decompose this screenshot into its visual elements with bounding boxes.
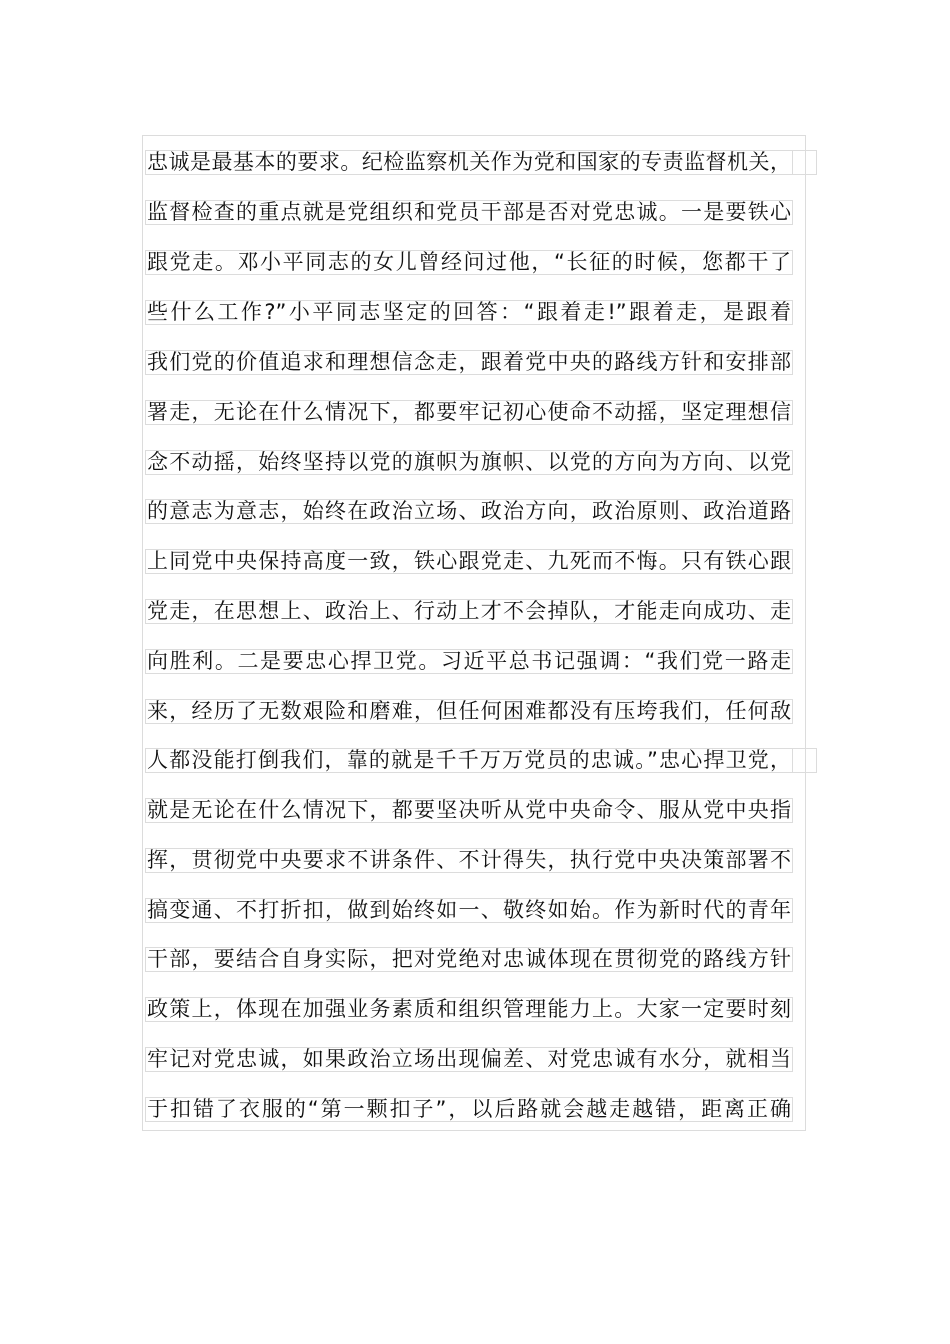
overflow-marker	[793, 748, 817, 773]
line-text: 挥，贯彻党中央要求不讲条件、不计得失，执行党中央决策部署不	[147, 848, 791, 872]
line-text: 搞变通、不打折扣，做到始终如一、敬终如始。作为新时代的青年	[147, 898, 791, 922]
text-line	[145, 400, 793, 425]
text-line	[145, 798, 793, 823]
text-line	[145, 499, 793, 524]
line-text: 我们党的价值追求和理想信念走，跟着党中央的路线方针和安排部	[147, 350, 791, 374]
text-line	[145, 748, 793, 773]
line-text: 忠诚是最基本的要求。纪检监察机关作为党和国家的专责监督机关，	[147, 150, 791, 174]
text-frame	[142, 135, 806, 1131]
text-line	[145, 599, 793, 624]
text-line	[145, 898, 793, 923]
line-text: 来，经历了无数艰险和磨难，但任何困难都没有压垮我们，任何敌	[147, 699, 791, 723]
overflow-marker	[793, 150, 817, 175]
line-text: 党走，在思想上、政治上、行动上才不会掉队，才能走向成功、走	[147, 599, 791, 623]
line-text: 跟党走。邓小平同志的女儿曾经问过他，“长征的时候，您都干了	[147, 250, 791, 274]
text-line	[145, 549, 793, 574]
text-line	[145, 997, 793, 1022]
line-text: 些什么工作?”小平同志坚定的回答：“跟着走!”跟着走，是跟着	[147, 300, 791, 324]
line-text: 政策上，体现在加强业务素质和组织管理能力上。大家一定要时刻	[147, 997, 791, 1021]
line-text: 就是无论在什么情况下，都要坚决听从党中央命令、服从党中央指	[147, 798, 791, 822]
text-line	[145, 200, 793, 225]
line-text: 向胜利。二是要忠心捍卫党。习近平总书记强调：“我们党一路走	[147, 649, 791, 673]
line-text: 署走，无论在什么情况下，都要牢记初心使命不动摇，坚定理想信	[147, 400, 791, 424]
text-line	[145, 150, 793, 175]
text-line	[145, 250, 793, 275]
line-text: 于扣错了衣服的“第一颗扣子”，以后路就会越走越错，距离正确	[147, 1097, 791, 1121]
text-line	[145, 350, 793, 375]
text-line	[145, 1047, 793, 1072]
line-text: 的意志为意志，始终在政治立场、政治方向，政治原则、政治道路	[147, 499, 791, 523]
line-text: 上同党中央保持高度一致，铁心跟党走、九死而不悔。只有铁心跟	[147, 549, 791, 573]
line-text: 牢记对党忠诚，如果政治立场出现偏差、对党忠诚有水分，就相当	[147, 1047, 791, 1071]
text-line	[145, 649, 793, 674]
line-text: 人都没能打倒我们，靠的就是千千万万党员的忠诚。”忠心捍卫党，	[147, 748, 791, 772]
text-line	[145, 1097, 793, 1122]
text-line	[145, 947, 793, 972]
line-text: 干部，要结合自身实际，把对党绝对忠诚体现在贯彻党的路线方针	[147, 947, 791, 971]
text-line	[145, 300, 793, 325]
text-line	[145, 699, 793, 724]
line-text: 监督检查的重点就是党组织和党员干部是否对党忠诚。一是要铁心	[147, 200, 791, 224]
line-text: 念不动摇，始终坚持以党的旗帜为旗帜、以党的方向为方向、以党	[147, 450, 791, 474]
text-line	[145, 848, 793, 873]
text-line	[145, 450, 793, 475]
